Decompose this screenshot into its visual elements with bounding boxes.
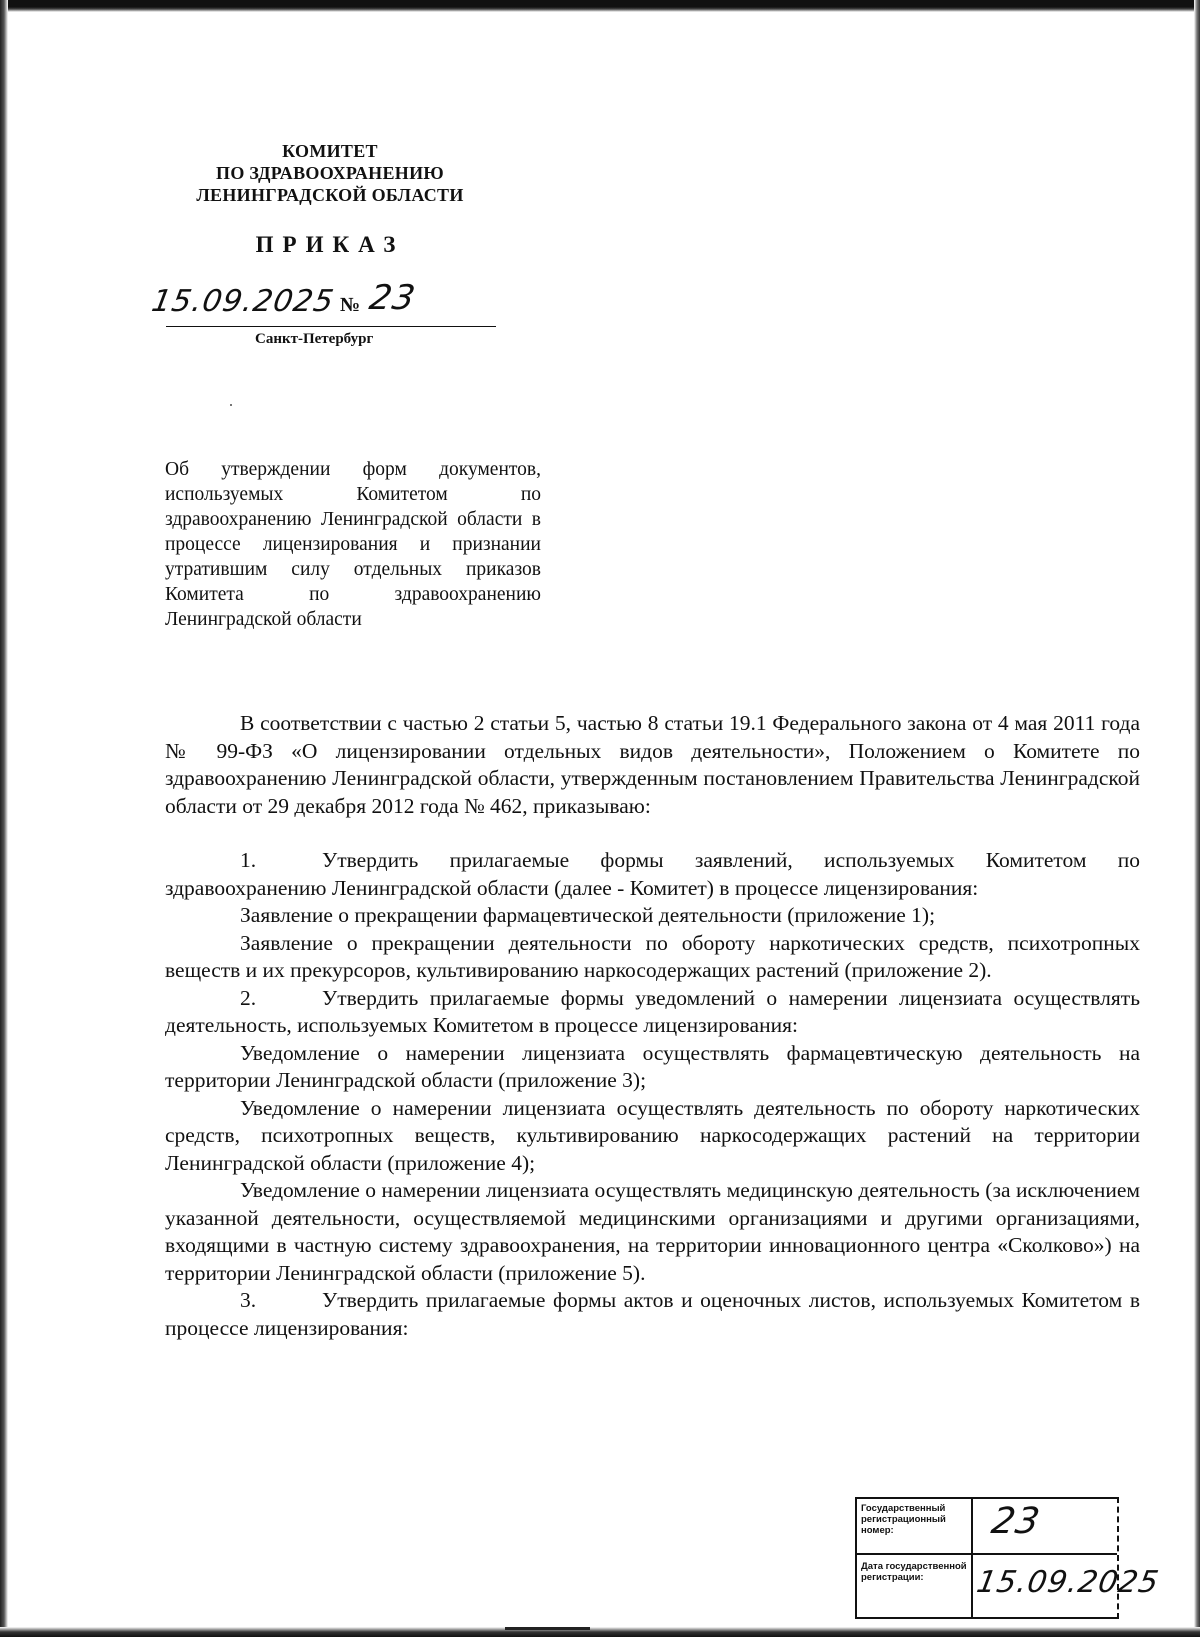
registration-number-value: 23 xyxy=(988,1501,1044,1542)
registration-number-row xyxy=(857,1499,1117,1555)
item-2-sub-1: Уведомление о намерении лицензиата осуществлять фармацевтическую деятельность на территории Ленинградской области (приложение 3); xyxy=(165,1040,1140,1092)
date-number-row xyxy=(148,278,492,332)
registration-date-row xyxy=(857,1555,1162,1617)
registration-date-value: 15.09.2025 xyxy=(973,1565,1162,1600)
organization-header xyxy=(165,140,495,206)
preamble-paragraph: В соответствии с частью 2 статьи 5, частью 8 статьи 19.1 Федерального закона от 4 мая 2011 года № 99-ФЗ «О лицензировании отдельных видов деятельности», Положением о Комитете по здравоохранению Ленинградской области, утвержденным постановлением Правительства Ленинградской области от 29 декабря 2012 года № 462, приказываю: xyxy=(165,711,1140,818)
city-label: Санкт-Петербург xyxy=(255,331,374,347)
scan-border-top xyxy=(0,0,1200,12)
item-3-paragraph xyxy=(165,1287,1140,1342)
handwritten-date: 15.09.2025 xyxy=(148,284,337,319)
item-1-paragraph xyxy=(165,847,1140,902)
item-1-sub-2: Заявление о прекращении деятельности по обороту наркотических средств, психотропных веществ и их прекурсоров, культивированию наркосодержащих растений (приложение 2). xyxy=(165,930,1140,982)
item-2-sub-3: Уведомление о намерении лицензиата осуществлять медицинскую деятельность (за исключением указанной деятельности, осуществляемой медицинскими организациями и другими организациями, входящими в частную систему здравоохранения, на территории инновационного центра «Сколково») на территории Ленинградской области (приложение 5). xyxy=(165,1178,1140,1285)
item-1-sub-1: Заявление о прекращении фармацевтической деятельности (приложение 1); xyxy=(240,903,936,927)
document-type-title: ПРИКАЗ xyxy=(255,232,405,257)
item-3-number: 3. xyxy=(240,1288,257,1312)
item-1-number: 1. xyxy=(240,848,257,872)
registration-date-label: Дата государственной регистрации: xyxy=(861,1561,967,1583)
org-line-1: КОМИТЕТ xyxy=(282,141,378,161)
item-3-text: Утвердить прилагаемые формы актов и оценочных листов, используемых Комитетом в процессе лицензирования: xyxy=(165,1288,1140,1340)
scan-speck xyxy=(230,404,232,406)
stamp-divider xyxy=(971,1499,973,1553)
handwritten-number: 23 xyxy=(366,278,419,318)
date-underline xyxy=(166,326,496,327)
item-2-number: 2. xyxy=(240,985,257,1010)
number-sign: № xyxy=(340,294,361,316)
document-body xyxy=(165,710,1140,1342)
scan-border-bottom xyxy=(0,1627,1200,1637)
registration-number-label: Государственный регистрационный номер: xyxy=(861,1503,946,1536)
scan-artifact-mark xyxy=(505,1627,590,1630)
registration-stamp xyxy=(855,1497,1162,1619)
item-2-text: Утвердить прилагаемые формы уведомлений о намерении лицензиата осуществлять деятельность, используемых Комитетом в процессе лицензирования: xyxy=(165,985,1140,1037)
org-line-3: ЛЕНИНГРАДСКОЙ ОБЛАСТИ xyxy=(196,185,464,205)
scan-border-right xyxy=(1194,0,1200,1637)
document-subject: Об утверждении форм документов, используемых Комитетом по здравоохранению Ленинградской области в процессе лицензирования и признании утратившим силу отдельных приказов Комитета по здравоохранению Ленинградской области xyxy=(165,459,541,630)
scan-border-left xyxy=(0,0,8,1637)
item-2-sub-2: Уведомление о намерении лицензиата осуществлять деятельность по обороту наркотических средств, психотропных веществ, культивированию наркосодержащих растений на территории Ленинградской области (приложение 4); xyxy=(165,1095,1140,1175)
item-1-text: Утвердить прилагаемые формы заявлений, используемых Комитетом по здравоохранению Ленинградской области (далее - Комитет) в процессе лицензирования: xyxy=(165,848,1140,900)
org-line-2: ПО ЗДРАВООХРАНЕНИЮ xyxy=(216,163,444,183)
stamp-divider xyxy=(971,1555,973,1617)
item-2-paragraph xyxy=(165,985,1140,1040)
